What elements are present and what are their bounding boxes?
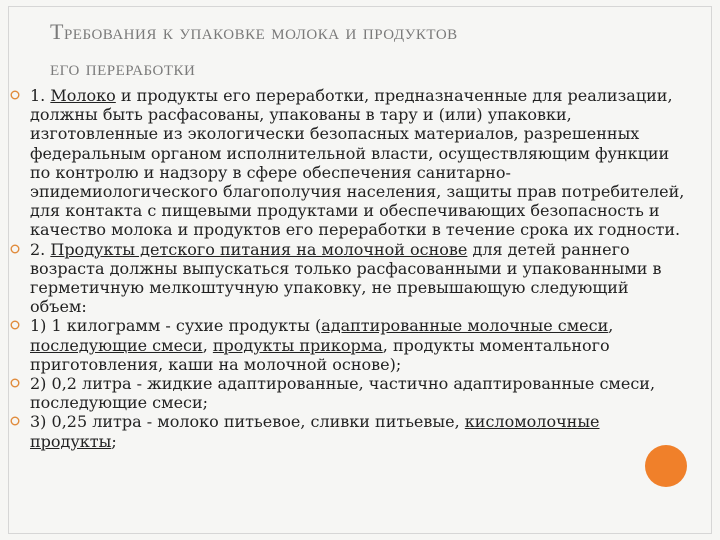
item-text: , продукты моментального приготовления, каши на молочной основе);	[30, 335, 610, 374]
item-text: 2.	[30, 239, 51, 259]
item-text: 1.	[30, 86, 51, 105]
bullet-icon	[10, 90, 20, 100]
list-item	[6, 86, 686, 240]
title-line-1: Требования к упаковке молока и продуктов	[50, 19, 458, 44]
item-text: для детей раннего возраста должны выпускаться только расфасованными и упакованными в герметичную мелкоштучную упаковку, не превышающую следующий объем:	[30, 239, 662, 317]
slide-title	[50, 14, 690, 86]
bullet-icon	[10, 416, 20, 426]
list-item	[6, 240, 686, 317]
item-link[interactable]: продукты прикорма	[212, 335, 383, 355]
bullet-icon	[10, 320, 20, 330]
accent-circle	[645, 445, 687, 487]
item-text: и продукты его переработки, предназначенные для реализации, должны быть расфасованы, упакованы в тару и (или) упаковки, изготовленные из экологически безопасных материалов, разрешенных федеральным органом исполнительной власти, осуществляющим функции по контролю и надзору в сфере обеспечения санитарно-эпидемиологического благополучия населения, защиты прав потребителей, для контакта с пищевыми продуктами и обеспечивающих безопасность и качество молока и продуктов его переработки в течение срока их годности.	[30, 86, 685, 240]
item-link[interactable]: кисломолочные продукты	[30, 412, 600, 451]
item-text: 2) 0,2 литра - жидкие адаптированные, частично адаптированные смеси, последующие смеси;	[30, 374, 656, 413]
bullet-icon	[10, 244, 20, 254]
item-text: ,	[202, 335, 213, 355]
item-text: 1) 1 килограмм - сухие продукты (	[30, 316, 322, 336]
content-list	[6, 86, 686, 451]
item-link[interactable]: адаптированные молочные смеси	[321, 316, 609, 336]
item-link[interactable]: Продукты детского питания на молочной основе	[50, 239, 468, 259]
list-item	[6, 316, 686, 374]
title-line-2: его переработки	[50, 55, 196, 80]
item-text: ;	[111, 431, 117, 451]
bullet-icon	[10, 378, 20, 388]
item-text: 3) 0,25 литра - молоко питьевое, сливки питьевые,	[30, 412, 465, 432]
item-text: ,	[608, 316, 614, 336]
item-link[interactable]: последующие смеси	[30, 335, 203, 355]
list-item	[6, 412, 686, 450]
list-item	[6, 374, 686, 412]
item-link[interactable]: Молоко	[50, 86, 116, 105]
